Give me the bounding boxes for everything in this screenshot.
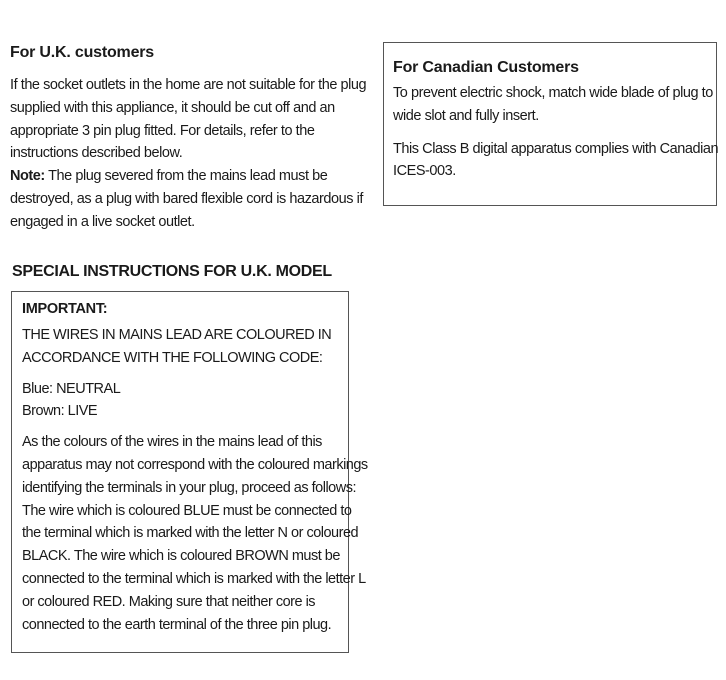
special-text-line: apparatus may not correspond with the coloured markings bbox=[22, 456, 368, 473]
uk-note-line bbox=[10, 165, 355, 188]
canada-text-line: ICES-003. bbox=[393, 163, 456, 180]
special-text-line: identifying the terminals in your plug, proceed as follows: bbox=[22, 479, 356, 496]
special-text-line: or coloured RED. Making sure that neither core is bbox=[22, 593, 316, 610]
special-text-line: BLACK. The wire which is coloured BROWN must be bbox=[22, 548, 340, 565]
uk-customers-heading: For U.K. customers bbox=[10, 44, 154, 61]
canadian-shock-warning bbox=[393, 82, 713, 128]
special-text-line: As the colours of the wires in the mains lead of this bbox=[22, 434, 322, 451]
canada-text-line: This Class B digital apparatus complies with Canadian bbox=[393, 140, 719, 157]
wire-code-intro bbox=[22, 324, 340, 370]
canada-text-line: wide slot and fully insert. bbox=[393, 107, 539, 124]
uk-text-line: appropriate 3 pin plug fitted. For details, refer to the bbox=[10, 122, 315, 139]
special-text-line: THE WIRES IN MAINS LEAD ARE COLOURED IN bbox=[22, 327, 332, 343]
special-text-line: The wire which is coloured BLUE must be connected to bbox=[22, 502, 352, 519]
wire-live-line: Brown: LIVE bbox=[22, 403, 98, 420]
special-text-line: the terminal which is marked with the letter N or coloured bbox=[22, 525, 359, 542]
uk-text-line: destroyed, as a plug with bared flexible cord is hazardous if bbox=[10, 190, 363, 207]
canada-text-line: To prevent electric shock, match wide blade of plug to bbox=[393, 85, 713, 101]
wire-colour-code bbox=[22, 378, 340, 424]
uk-note-text: The plug severed from the mains lead must be bbox=[44, 168, 328, 185]
uk-text-line: If the socket outlets in the home are not suitable for the plug bbox=[10, 77, 367, 93]
uk-text-line: instructions described below. bbox=[10, 145, 183, 162]
special-text-line: ACCORDANCE WITH THE FOLLOWING CODE: bbox=[22, 349, 323, 366]
important-label: IMPORTANT: bbox=[22, 301, 108, 317]
uk-customers-section bbox=[10, 44, 367, 234]
special-instructions-heading: SPECIAL INSTRUCTIONS FOR U.K. MODEL bbox=[12, 263, 332, 280]
canadian-ices-compliance bbox=[393, 138, 719, 184]
canadian-customers-heading: For Canadian Customers bbox=[393, 59, 579, 76]
wiring-instructions bbox=[22, 431, 368, 636]
special-text-line: connected to the terminal which is marked with the letter L bbox=[22, 570, 366, 587]
special-text-line: connected to the earth terminal of the three pin plug. bbox=[22, 616, 332, 633]
canadian-customers-box bbox=[383, 42, 717, 206]
uk-text-line: engaged in a live socket outlet. bbox=[10, 213, 195, 230]
special-instructions-box bbox=[11, 291, 368, 653]
uk-note-label: Note: bbox=[10, 168, 45, 185]
uk-customers-text bbox=[10, 74, 367, 234]
wire-neutral-line: Blue: NEUTRAL bbox=[22, 380, 121, 397]
uk-text-line: supplied with this appliance, it should be cut off and an bbox=[10, 99, 335, 116]
